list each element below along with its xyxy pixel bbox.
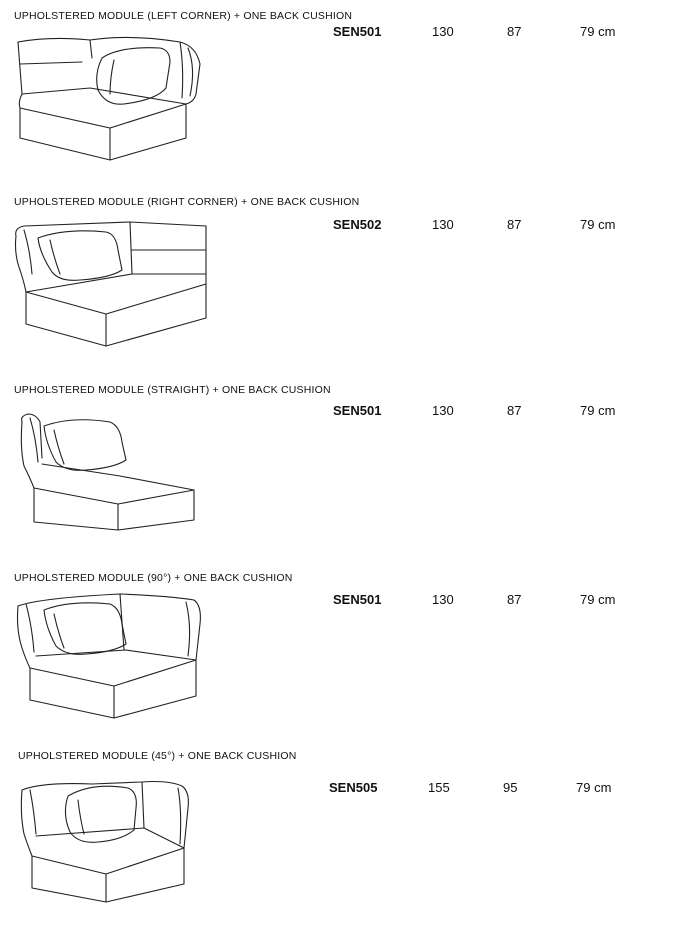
depth-value: 87: [507, 24, 522, 39]
product-code: SEN501: [333, 24, 382, 39]
product-code: SEN501: [333, 403, 382, 418]
width-value: 155: [428, 780, 450, 795]
module-entry-90: [0, 560, 675, 745]
module-entry-right-corner: [0, 186, 675, 371]
product-code: SEN502: [333, 217, 382, 232]
module-title: UPHOLSTERED MODULE (STRAIGHT) + ONE BACK CUSHION: [14, 384, 331, 396]
right-corner-module-icon: [10, 214, 240, 374]
width-value: 130: [432, 217, 454, 232]
height-value: 79 cm: [580, 24, 616, 39]
left-corner-module-icon: [10, 28, 240, 188]
height-value: 79 cm: [576, 780, 612, 795]
width-value: 130: [432, 24, 454, 39]
depth-value: 87: [507, 592, 522, 607]
module-title: UPHOLSTERED MODULE (45°) + ONE BACK CUSHION: [18, 750, 297, 762]
product-code: SEN505: [329, 780, 378, 795]
module-title: UPHOLSTERED MODULE (90°) + ONE BACK CUSHION: [14, 572, 293, 584]
height-value: 79 cm: [580, 403, 616, 418]
width-value: 130: [432, 592, 454, 607]
product-code: SEN501: [333, 592, 382, 607]
depth-value: 87: [507, 217, 522, 232]
module-title: UPHOLSTERED MODULE (RIGHT CORNER) + ONE BACK CUSHION: [14, 196, 360, 208]
height-value: 79 cm: [580, 217, 616, 232]
depth-value: 95: [503, 780, 518, 795]
depth-value: 87: [507, 403, 522, 418]
straight-module-icon: [10, 408, 240, 568]
width-value: 130: [432, 403, 454, 418]
height-value: 79 cm: [580, 592, 616, 607]
module-90-icon: [10, 590, 240, 750]
module-45-icon: [12, 774, 242, 934]
module-entry-straight: [0, 372, 675, 557]
module-entry-45: [0, 738, 675, 923]
module-title: UPHOLSTERED MODULE (LEFT CORNER) + ONE BACK CUSHION: [14, 10, 353, 22]
module-entry-left-corner: [0, 0, 675, 185]
